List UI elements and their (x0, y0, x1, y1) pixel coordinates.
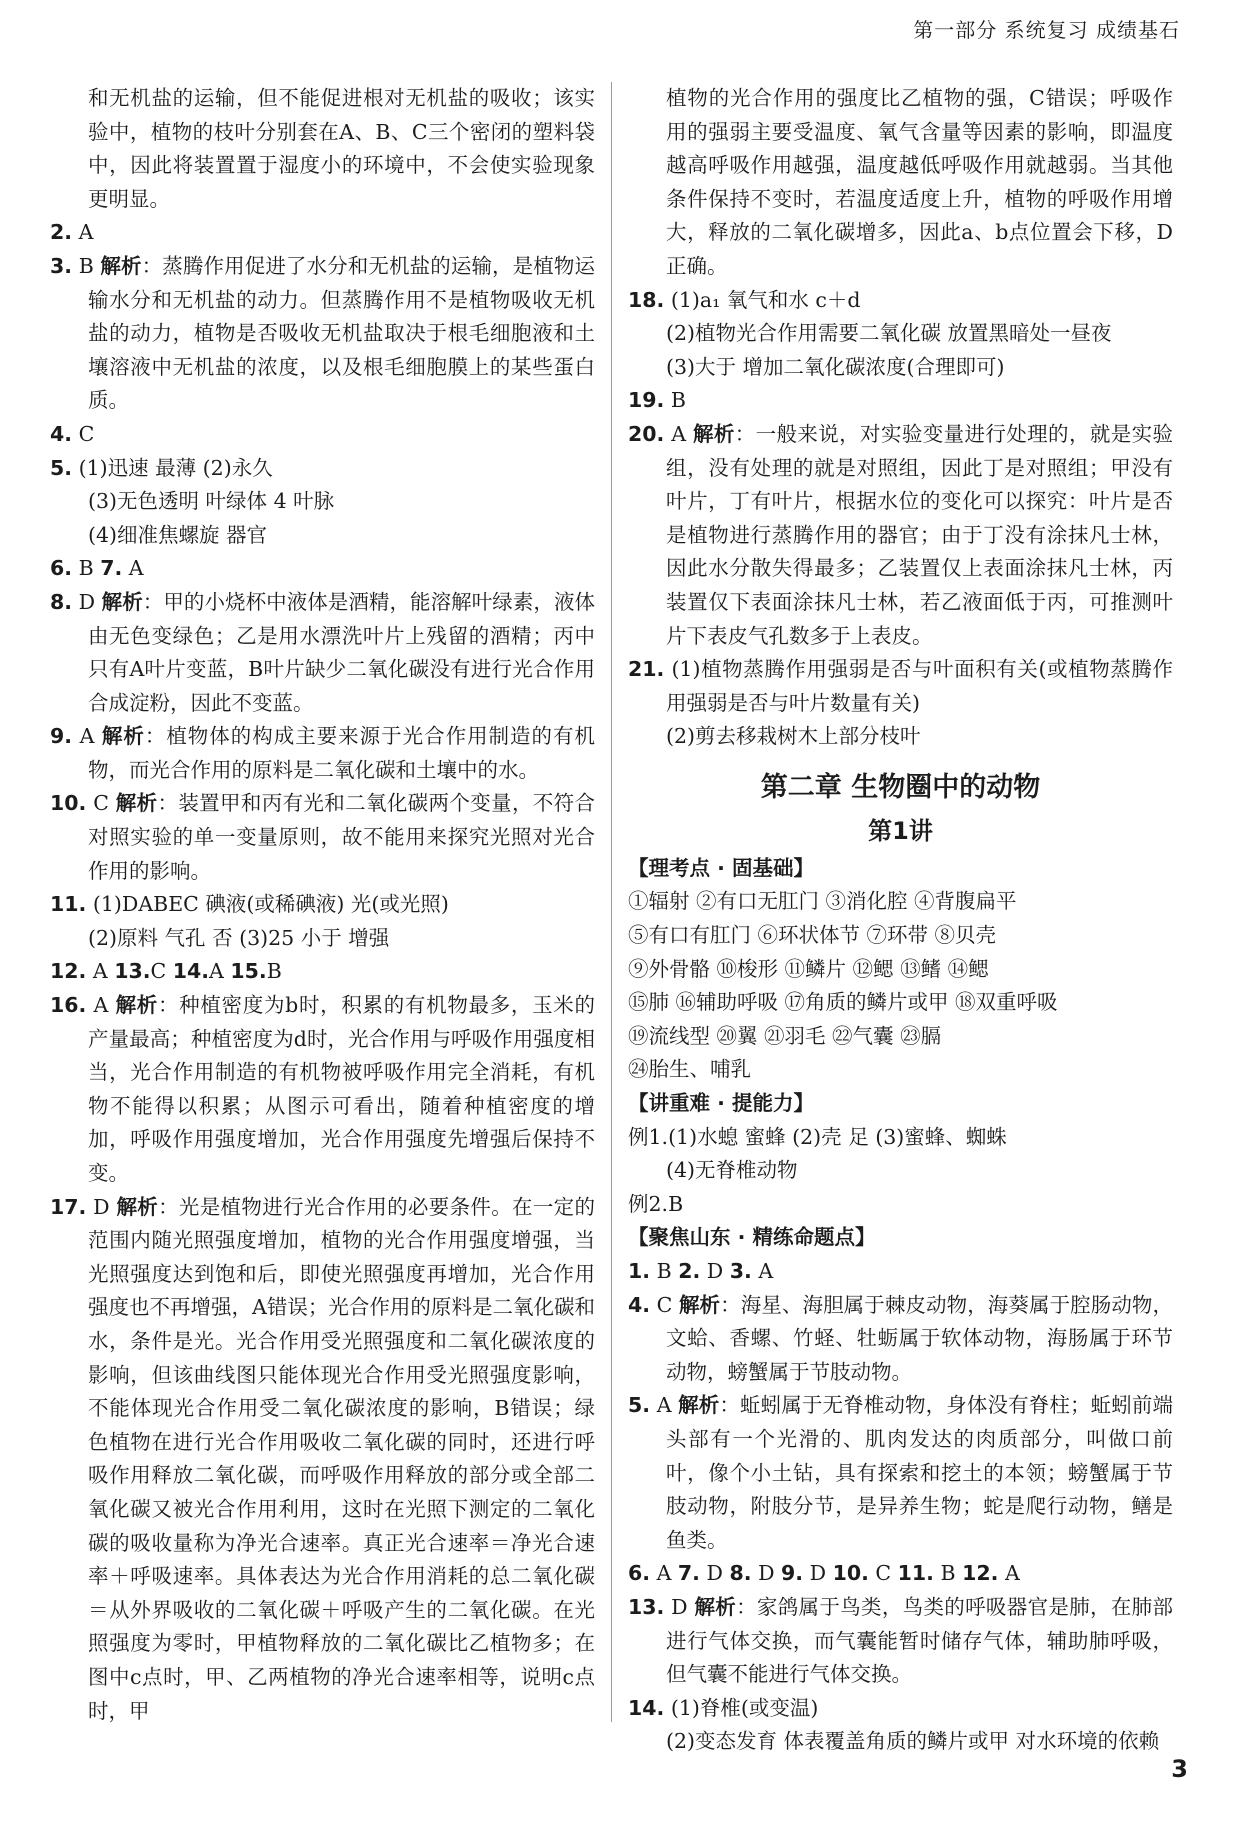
answer-text: A (128, 556, 144, 581)
question-number: 10. (832, 1561, 869, 1586)
example-1-line-2: (4)无脊椎动物 (666, 1158, 798, 1183)
question-number: 11. (50, 892, 87, 917)
answer-18-line-2: (2)植物光合作用需要二氧化碳 放置黑暗处一昼夜 (666, 321, 1112, 346)
question-number: 7. (677, 1561, 700, 1586)
key-point-line: ①辐射 ②有口无肛门 ③消化腔 ④背腹扁平 (628, 889, 1017, 914)
answer-line: (1)a₁ 氧气和水 c＋d (670, 287, 861, 312)
answer-text: D (809, 1561, 833, 1586)
running-header: 第一部分 系统复习 成绩基石 (913, 18, 1180, 42)
answer-r5 (628, 1389, 1173, 1557)
answer-20 (628, 418, 1173, 653)
answer-2 (50, 216, 595, 250)
analysis-label: 解析 (101, 724, 145, 749)
answer-9 (50, 720, 595, 787)
answer-text: D (706, 1561, 730, 1586)
example-answer: B (668, 1191, 684, 1216)
answer-11 (50, 888, 595, 922)
answer-5-line-3: (4)细准焦螺旋 器官 (88, 522, 268, 547)
answer-8 (50, 586, 595, 720)
answer-text: A (93, 993, 116, 1018)
question-number: 4. (50, 421, 73, 446)
analysis-label: 解析 (692, 421, 735, 446)
question-number: 2. (678, 1259, 701, 1283)
question-number: 5. (628, 1393, 651, 1418)
answer-21-line-2: (2)剪去移栽树木上部分枝叶 (666, 724, 921, 749)
question-number: 9. (781, 1561, 804, 1586)
answer-11-line-2: (2)原料 气孔 否 (3)25 小于 增强 (88, 925, 390, 950)
answer-text: B (940, 1561, 963, 1586)
answer-text: A (79, 724, 102, 749)
analysis-label: 解析 (115, 791, 158, 816)
question-number: 20. (628, 421, 665, 446)
answer-text: A (92, 959, 115, 984)
answer-text: B (78, 556, 101, 581)
answer-text: A (1004, 1561, 1020, 1586)
question-number: 12. (962, 1561, 999, 1586)
key-point-line: ⑨外骨骼 ⑩梭形 ⑪鳞片 ⑫鳃 ⑬鳍 ⑭鳃 (628, 956, 989, 981)
analysis-text: ：植物体的构成主要来源于光合作用制造的有机物，而光合作用的原料是二氧化碳和土壤中的水。 (88, 724, 595, 782)
answer-13 (628, 1591, 1173, 1692)
question-number: 15. (230, 959, 267, 984)
question-number: 9. (50, 724, 73, 749)
question-number: 4. (628, 1292, 651, 1317)
answer-17-continuation: 植物的光合作用的强度比乙植物的强，C错误；呼吸作用的强弱主要受温度、氧气含量等因素的影响，即温度越高呼吸作用越强，温度越低呼吸作用就越弱。当其他条件保持不变时，若温度适度上升，植物的呼吸作用增大，释放的二氧化碳增多，因此a、b点位置会下移，D正确。 (666, 86, 1173, 278)
question-number: 21. (628, 657, 665, 682)
answer-text: C (150, 959, 173, 984)
answer-text: D (78, 589, 102, 614)
answer-text: D (758, 1561, 782, 1586)
section-heading-ability: 【讲重难 · 提能力】 (628, 1091, 815, 1116)
answer-text: A (78, 220, 94, 245)
answer-text: B (266, 959, 282, 984)
answer-6-7 (50, 552, 595, 586)
question-number: 5. (50, 455, 73, 480)
answer-5-line-2: (3)无色透明 叶绿体 4 叶脉 (88, 489, 335, 514)
answer-r4 (628, 1289, 1173, 1390)
answer-text: C (656, 1292, 679, 1317)
analysis-label: 解析 (678, 1292, 721, 1317)
example-1 (628, 1121, 1173, 1155)
answer-10 (50, 787, 595, 888)
answer-text: C (93, 791, 116, 816)
answer-19 (628, 384, 1173, 418)
analysis-text: ：光是植物进行光合作用的必要条件。在一定的范围内随光照强度增加，植物的光合作用强度增强，当光照强度达到饱和后，即使光照强度再增加，光合作用强度也不再增强，A错误；光合作用的原料是二氧化碳和水，条件是光。光合作用受光照强度和二氧化碳浓度的影响，但该曲线图只能体现光合作用受光照强度影响，不能体现光合作用受二氧化碳浓度的影响，B错误；绿色植物在进行光合作用吸收二氧化碳的同时，还进行呼吸作用释放二氧化碳，而呼吸作用释放的部分或全部二氧化碳又被光合作用利用，这时在光照下测定的二氧化碳的吸收量称为净光合速率。真正光合速率＝净光合速率＋呼吸速率。具体表达为光合作用消耗的总二氧化碳＝从外界吸收的二氧化碳＋呼吸产生的二氧化碳。在光照强度为零时，甲植物释放的二氧化碳比乙植物多；在图中c点时，甲、乙两植物的净光合速率相等，说明c点时，甲 (88, 1194, 595, 1723)
answer-12-15 (50, 955, 595, 989)
example-2 (628, 1188, 1173, 1222)
example-label: 例2. (628, 1191, 669, 1216)
answer-21 (628, 653, 1173, 720)
analysis-text: ：海星、海胆属于棘皮动物，海葵属于腔肠动物，文蛤、香螺、竹蛏、牡蛎属于软体动物，海肠属于环节动物，螃蟹属于节肢动物。 (666, 1292, 1174, 1384)
answer-18 (628, 284, 1173, 318)
answer-5 (50, 452, 595, 486)
analysis-label: 解析 (101, 589, 143, 614)
question-number: 6. (50, 556, 73, 581)
answer-14-line-2: (2)变态发育 体表覆盖角质的鳞片或甲 对水环境的依赖 (666, 1729, 1160, 1754)
answer-text: C (78, 421, 95, 446)
answer-text: B (78, 253, 101, 278)
answer-17 (50, 1191, 595, 1729)
analysis-label: 解析 (694, 1594, 737, 1619)
analysis-text: ：装置甲和丙有光和二氧化碳两个变量，不符合对照实验的单一变量原则，故不能用来探究光照对光合作用的影响。 (88, 791, 595, 883)
question-number: 1. (628, 1259, 651, 1283)
key-point-line: ⑮肺 ⑯辅助呼吸 ⑰角质的鳞片或甲 ⑱双重呼吸 (628, 990, 1058, 1015)
section-heading-basics: 【理考点 · 固基础】 (628, 855, 815, 880)
question-number: 16. (50, 993, 87, 1018)
answer-16 (50, 989, 595, 1191)
right-column (628, 82, 1173, 1759)
answer-14 (628, 1692, 1173, 1726)
analysis-text: ：蚯蚓属于无脊椎动物，身体没有脊柱；蚯蚓前端头部有一个光滑的、肌肉发达的肉质部分，叫做口前叶，像个小土钻，具有探索和挖土的本领；螃蟹属于节肢动物，附肢分节，是异养生物；蛇是爬行动物，鳝是鱼类。 (666, 1393, 1173, 1552)
question-number: 11. (897, 1561, 934, 1586)
question-number: 8. (729, 1561, 752, 1586)
answer-text: D (93, 1194, 117, 1219)
question-number: 13. (114, 959, 151, 984)
answer-text: A (209, 959, 231, 984)
answer-1-3 (628, 1255, 1173, 1289)
answer-text: D (706, 1259, 730, 1283)
key-point-line: ⑲流线型 ⑳翼 ㉑羽毛 ㉒气囊 ㉓膈 (628, 1023, 942, 1048)
answer-text: A (656, 1393, 679, 1418)
answer-text: B (670, 388, 686, 413)
answer-continuation: 和无机盐的运输，但不能促进根对无机盐的吸收；该实验中，植物的枝叶分别套在A、B、C三个密闭的塑料袋中，因此将装置置于湿度小的环境中，不会使实验现象更明显。 (88, 86, 595, 211)
chapter-title: 第二章 生物圈中的动物 (760, 771, 1041, 803)
question-number: 13. (628, 1594, 665, 1619)
question-number: 18. (628, 287, 665, 312)
example-label: 例1. (628, 1124, 669, 1149)
key-point-line: ⑤有口有肛门 ⑥环状体节 ⑦环带 ⑧贝壳 (628, 923, 997, 948)
answer-text: C (875, 1561, 898, 1586)
page-number: 3 (1171, 1755, 1188, 1783)
answer-line: (1)脊椎(或变温) (670, 1695, 819, 1720)
answer-line: (1)植物蒸腾作用强弱是否与叶面积有关(或植物蒸腾作用强弱是否与叶片数量有关) (666, 657, 1173, 715)
question-number: 3. (50, 253, 73, 278)
analysis-text: ：一般来说，对实验变量进行处理的，就是实验组，没有处理的就是对照组，因此丁是对照组；甲没有叶片，丁有叶片，根据水位的变化可以探究：叶片是否是植物进行蒸腾作用的器官；由于丁没有涂抹凡士林，因此水分散失得最多；乙装置仅上表面涂抹凡士林，丙装置仅下表面涂抹凡士林，若乙液面低于丙，可推测叶片下表皮气孔数多于上表皮。 (666, 421, 1173, 648)
answer-line: (1)迅速 最薄 (2)永久 (78, 455, 273, 480)
answer-line: (1)DABEC 碘液(或稀碘液) 光(或光照) (92, 892, 449, 917)
analysis-label: 解析 (116, 1194, 159, 1219)
question-number: 12. (50, 959, 87, 984)
question-number: 14. (628, 1695, 665, 1720)
analysis-text: ：蒸腾作用促进了水分和无机盐的运输，是植物运输水分和无机盐的动力。但蒸腾作用不是植物吸收无机盐的动力，植物是否吸收无机盐取决于根毛细胞液和土壤溶液中无机盐的浓度，以及根毛细胞膜上的某些蛋白质。 (88, 253, 596, 413)
lesson-title: 第1讲 (868, 816, 933, 845)
analysis-label: 解析 (115, 993, 158, 1018)
analysis-text: ：家鸽属于鸟类，鸟类的呼吸器官是肺，在肺部进行气体交换，而气囊能暂时储存气体，辅助肺呼吸，但气囊不能进行气体交换。 (666, 1594, 1173, 1687)
question-number: 2. (50, 220, 73, 245)
analysis-label: 解析 (100, 253, 142, 278)
analysis-label: 解析 (678, 1393, 720, 1418)
section-heading-shandong: 【聚焦山东 · 精练命题点】 (628, 1225, 876, 1250)
answer-text: A (656, 1561, 678, 1586)
question-number: 3. (729, 1259, 752, 1283)
question-number: 7. (100, 556, 123, 581)
left-column (50, 82, 595, 1728)
key-point-line: ㉔胎生、哺乳 (628, 1057, 751, 1082)
example-answer: (1)水螅 蜜蜂 (2)壳 足 (3)蜜蜂、蜘蛛 (668, 1124, 1007, 1149)
question-number: 19. (628, 388, 665, 413)
question-number: 14. (172, 959, 210, 984)
answer-text: D (671, 1594, 695, 1619)
answer-text: B (656, 1259, 679, 1283)
answer-18-line-3: (3)大于 增加二氧化碳浓度(合理即可) (666, 354, 1005, 379)
analysis-text: ：种植密度为b时，积累的有机物最多，玉米的产量最高；种植密度为d时，光合作用与呼吸作用强度相当，光合作用制造的有机物被呼吸作用完全消耗，有机物不能得以积累；从图示可看出，随着种植密度的增加，呼吸作用强度增加，光合作用强度先增强后保持不变。 (88, 993, 595, 1185)
question-number: 17. (50, 1194, 87, 1219)
answer-text: A (671, 421, 693, 446)
answer-4 (50, 418, 595, 452)
question-number: 10. (50, 791, 87, 816)
question-number: 8. (50, 589, 73, 614)
answer-text: A (758, 1259, 774, 1283)
analysis-text: ：甲的小烧杯中液体是酒精，能溶解叶绿素，液体由无色变绿色；乙是用水漂洗叶片上残留的酒精；丙中只有A叶片变蓝，B叶片缺少二氧化碳没有进行光合作用合成淀粉，因此不变蓝。 (88, 589, 596, 715)
question-number: 6. (628, 1561, 651, 1586)
answer-6-12 (628, 1557, 1173, 1591)
column-divider (611, 82, 612, 1722)
answer-3 (50, 250, 595, 418)
